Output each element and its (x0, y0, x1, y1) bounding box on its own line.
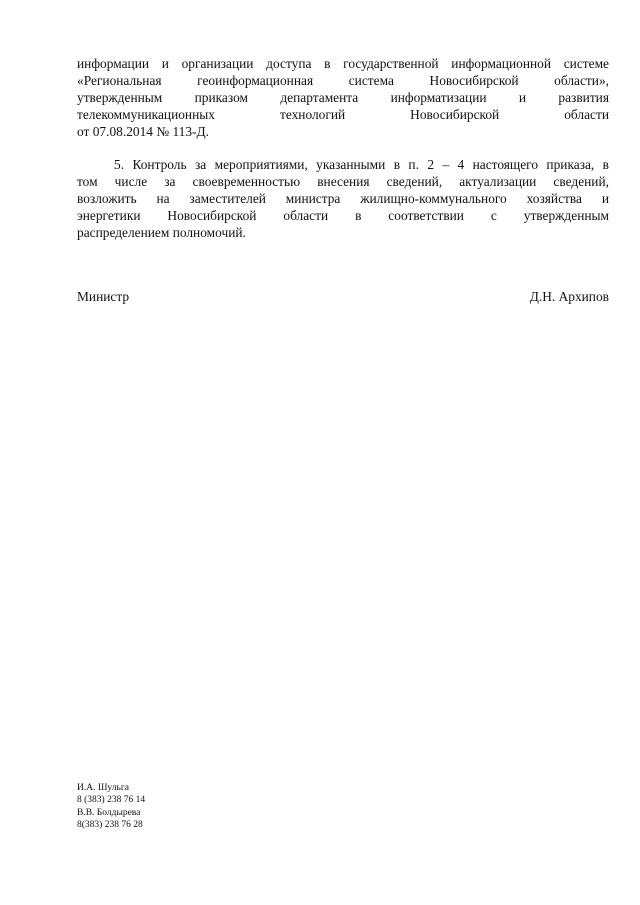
paragraph-line: 5. Контроль за мероприятиями, указанными в п. 2 – 4 настоящего приказа, в (114, 157, 609, 172)
paragraph-line: информации и организации доступа в государственной информационной системе (77, 56, 609, 71)
paragraph-regulation-reference (77, 55, 609, 140)
paragraph-control-clause (77, 156, 609, 241)
executor-contacts (77, 782, 145, 831)
signatory-name: Д.Н. Архипов (529, 289, 609, 304)
contact-phone: 8 (383) 238 76 14 (77, 795, 146, 806)
paragraph-line: энергетики Новосибирской области в соответствии с утвержденным (77, 208, 609, 223)
paragraph-line: телекоммуникационных технологий Новосибирской области (77, 107, 609, 122)
contact-name: В.В. Болдырева (77, 807, 141, 818)
paragraph-line: возложить на заместителей министра жилищно-коммунального хозяйства и (77, 191, 609, 206)
contact-name: И.А. Шульга (77, 783, 129, 793)
paragraph-line: утвержденным приказом департамента информатизации и развития (77, 90, 609, 105)
contact-phone: 8(383) 238 76 28 (77, 819, 143, 830)
signatory-title: Министр (77, 289, 130, 304)
paragraph-line: «Региональная геоинформационная система Новосибирской области», (77, 73, 609, 88)
paragraph-line: том числе за своевременностью внесения сведений, актуализации сведений, (77, 174, 609, 189)
paragraph-line: от 07.08.2014 № 113-Д. (77, 124, 209, 139)
paragraph-line: распределением полномочий. (77, 225, 246, 240)
